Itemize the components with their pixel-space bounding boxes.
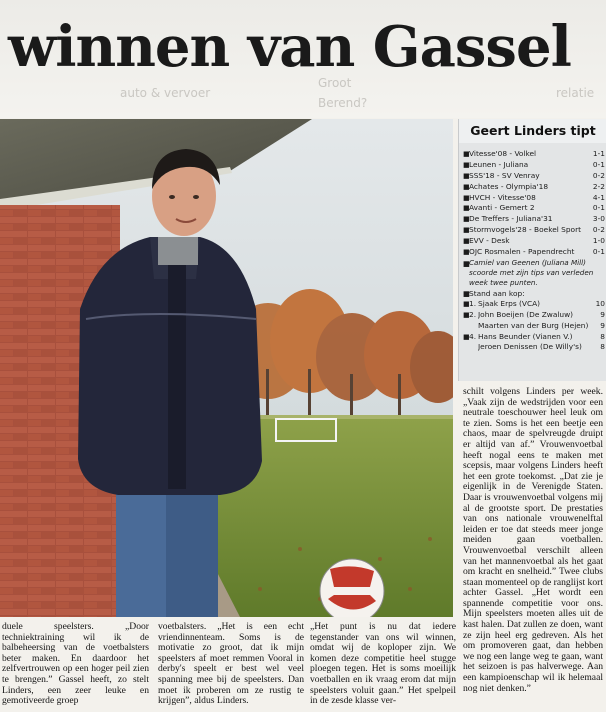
tip-score: 0-2 — [592, 225, 605, 235]
ghost-text: Groot — [318, 76, 352, 90]
standing-row — [463, 321, 605, 332]
ghost-text: auto & vervoer — [120, 86, 211, 100]
standing-name: Maarten van der Burg (Hejen) — [478, 320, 589, 330]
column-text: voetbalsters. „Het is een echt vriendinnenteam. Soms is de motivatie zo groot, dat ik mijn speelsters af moet remmen Vooral in derby's speelt er best wel veel spanning mee bij de speelsters. Dan moet ik proberen om ze rustig te krijgen”, aldus Linders. — [158, 621, 304, 707]
tip-score: 4-1 — [592, 192, 605, 202]
column-text: „Het punt is nu dat iedere tegenstander van ons wil winnen, omdat wij de koploper zijn. We komen deze competitie heel stugge ploegen tegen. Het is soms moeilijk voetballen en ik vraag erom dat mijn speelsters voluit gaan.” Het spelpeil in de zesde klasse ver- — [310, 621, 456, 707]
tip-row: ■ Avanti - Gemert 2 0-1 — [463, 203, 605, 213]
article-column-2 — [158, 622, 304, 707]
ghost-text: relatie — [556, 86, 595, 100]
tip-match: Vitesse'08 - Volkel — [469, 149, 537, 158]
tip-row: ■ De Treffers - Juliana'31 3-0 — [463, 214, 605, 224]
article-photo — [0, 119, 453, 617]
standing-points: 8 — [600, 342, 605, 352]
tip-row: ■ Vitesse'08 - Volkel 1-1 — [463, 149, 605, 158]
tip-score: 0-1 — [592, 203, 605, 213]
standing-name: Hans Beunder (Vianen V.) — [478, 331, 573, 341]
tip-score: 1-0 — [592, 236, 605, 246]
standing-label: Stand aan kop: — [469, 288, 525, 298]
standing-points: 9 — [600, 320, 605, 330]
standing-rank: 4. — [469, 331, 477, 341]
standing-name: John Boeijen (De Zwaluw) — [478, 309, 574, 319]
standing-points: 10 — [595, 298, 605, 308]
article-column-right — [463, 387, 603, 694]
tip-row: ■ HVCH - Vitesse'08 4-1 — [463, 192, 605, 202]
tip-row: ■ Achates - Olympia'18 2-2 — [463, 181, 605, 191]
football — [320, 559, 384, 617]
article-column-1 — [2, 622, 149, 707]
column-text: schilt volgens Linders per week. „Vaak zijn de wedstrijden voor een neutrale toeschouwer heel leuk om te zien. Soms is het een beetje een chaos, maar de spelvreugde druipt er altijd van af.” Vrouwenvoetbal heeft nogal eens te maken met scepsis, maar volgens Linders heeft het een grote toekomst. „Dat zie je eigenlijk in de Verenigde Staten. Daar is vrouwenvoetbal volgens mij al de grootste sport. De prestaties van ons nationale vrouwenelftal leiden er toe dat steeds meer jonge meiden gaan voetballen. Vrouwenvoetbal verschilt alleen van het mannenvoetbal als het gaat om kracht en snelheid.” Twee clubs staan momenteel op de ranglijst kort achter Gassel. „Het wordt een spannende competitie voor ons. Mijn speelsters moeten alles uit de kast halen. Dat zullen ze doen, want ze zijn heel erg gedreven. Als het om promoveren gaat, dan hebben we nog een lange weg te gaan, want het seizoen is pas halverwege. Aan een kampioenschap wil ik helemaal nog niet denken.” — [463, 386, 603, 694]
standing-name: Jeroen Denissen (De Willy's) — [478, 342, 582, 352]
tip-match: Avanti - Gemert 2 — [469, 203, 535, 213]
standing-row: ■ 1. Sjaak Erps (VCA) 10 — [463, 298, 605, 308]
tip-score: 2-2 — [592, 181, 605, 191]
tip-row: ■ Leunen - Juliana 0-1 — [463, 159, 605, 169]
tip-score: 0-1 — [592, 247, 605, 257]
standing-points: 9 — [600, 309, 605, 319]
article-column-3 — [310, 622, 456, 707]
standing-name: Sjaak Erps (VCA) — [478, 298, 541, 308]
standing-rank: 1. — [469, 298, 477, 308]
standing-row — [463, 342, 605, 353]
tip-note-row: ■ — [463, 258, 470, 268]
tip-row: ■ EVV - Desk 1-0 — [463, 236, 605, 246]
tip-row: ■ SSS'18 - SV Venray 0-2 — [463, 170, 605, 180]
tip-match: HVCH - Vitesse'08 — [469, 192, 536, 202]
tips-list — [463, 149, 605, 353]
standing-rank: 2. — [469, 309, 477, 319]
ghost-text: Berend? — [318, 96, 368, 110]
tip-score: 0-2 — [592, 170, 605, 180]
tip-match: EVV - Desk — [469, 236, 510, 246]
tip-score: 0-1 — [592, 159, 605, 169]
standing-row: ■ 4. Hans Beunder (Vianen V.) 8 — [463, 331, 605, 341]
tip-row: ■ OJC Rosmalen - Papendrecht 0-1 — [463, 247, 605, 257]
tips-box — [458, 119, 606, 381]
tip-match: Stormvogels'28 - Boekel Sport — [469, 225, 582, 235]
tip-score: 1-1 — [592, 149, 605, 158]
tip-match: De Treffers - Juliana'31 — [469, 214, 553, 224]
tip-match: SSS'18 - SV Venray — [469, 170, 540, 180]
standing-header: ■ Stand aan kop: — [463, 288, 525, 298]
tip-row: ■ Stormvogels'28 - Boekel Sport 0-2 — [463, 225, 605, 235]
column-text: duele speelsters. „Door techniektraining wil ik de balbeheersing van de voetbalsters beter maken. En daardoor het zelfvertrouwen op een hoger peil zien te brengen.” Gassel heeft, zo stelt Linders, een zeer leuke en gemotiveerde groep — [2, 621, 149, 707]
article-headline: winnen van Gassel — [8, 14, 571, 80]
tip-note: Camiel van Geenen (Juliana Mill) scoorde met zijn tips van verleden week twee punten. — [469, 257, 594, 287]
standing-points: 8 — [600, 331, 605, 341]
tips-title: Geert Linders tipt — [459, 119, 606, 143]
tip-match: OJC Rosmalen - Papendrecht — [469, 247, 575, 257]
standing-row: ■ 2. John Boeijen (De Zwaluw) 9 — [463, 309, 605, 319]
tip-match: Achates - Olympia'18 — [469, 181, 549, 191]
tip-score: 3-0 — [592, 214, 605, 224]
tip-match: Leunen - Juliana — [469, 159, 529, 169]
